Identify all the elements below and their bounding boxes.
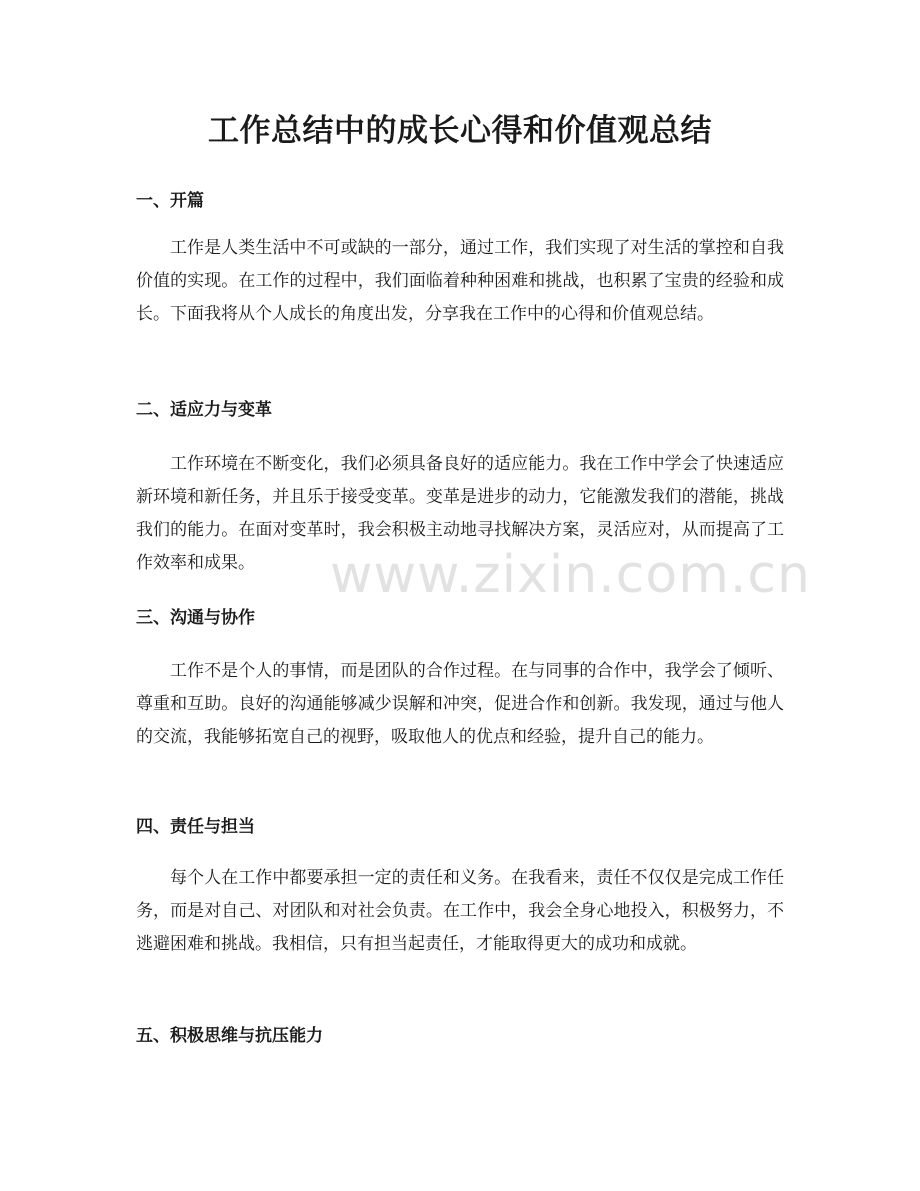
section-heading-responsibility: 四、责任与担当: [136, 817, 255, 837]
section-paragraph-adaptability: 工作环境在不断变化，我们必须具备良好的适应能力。我在工作中学会了快速适应新环境和新任务，并且乐于接受变革。变革是进步的动力，它能激发我们的潜能，挑战我们的能力。在面对变革时，我会积极主动地寻找解决方案，灵活应对，从而提高了工作效率和成果。: [136, 454, 784, 573]
section-paragraph-communication: 工作不是个人的事情，而是团队的合作过程。在与同事的合作中，我学会了倾听、尊重和互助。良好的沟通能够减少误解和冲突，促进合作和创新。我发现，通过与他人的交流，我能够拓宽自己的视野，吸取他人的优点和经验，提升自己的能力。: [136, 661, 784, 747]
section-paragraph-opening: 工作是人类生活中不可或缺的一部分，通过工作，我们实现了对生活的掌控和自我价值的实现。在工作的过程中，我们面临着种种困难和挑战，也积累了宝贵的经验和成长。下面我将从个人成长的角度出发，分享我在工作中的心得和价值观总结。: [136, 238, 784, 324]
watermark: www.zixin.com.cn: [330, 545, 811, 605]
section-heading-opening: 一、开篇: [136, 191, 204, 211]
page-title: 工作总结中的成长心得和价值观总结: [208, 113, 712, 149]
section-heading-communication: 三、沟通与协作: [136, 608, 255, 628]
section-heading-adaptability: 二、适应力与变革: [136, 400, 272, 420]
section-heading-positive-thinking: 五、积极思维与抗压能力: [136, 1026, 323, 1046]
section-paragraph-responsibility: 每个人在工作中都要承担一定的责任和义务。在我看来，责任不仅仅是完成工作任务，而是对自己、对团队和对社会负责。在工作中，我会全身心地投入，积极努力，不逃避困难和挑战。我相信，只有担当起责任，才能取得更大的成功和成就。: [136, 868, 784, 954]
